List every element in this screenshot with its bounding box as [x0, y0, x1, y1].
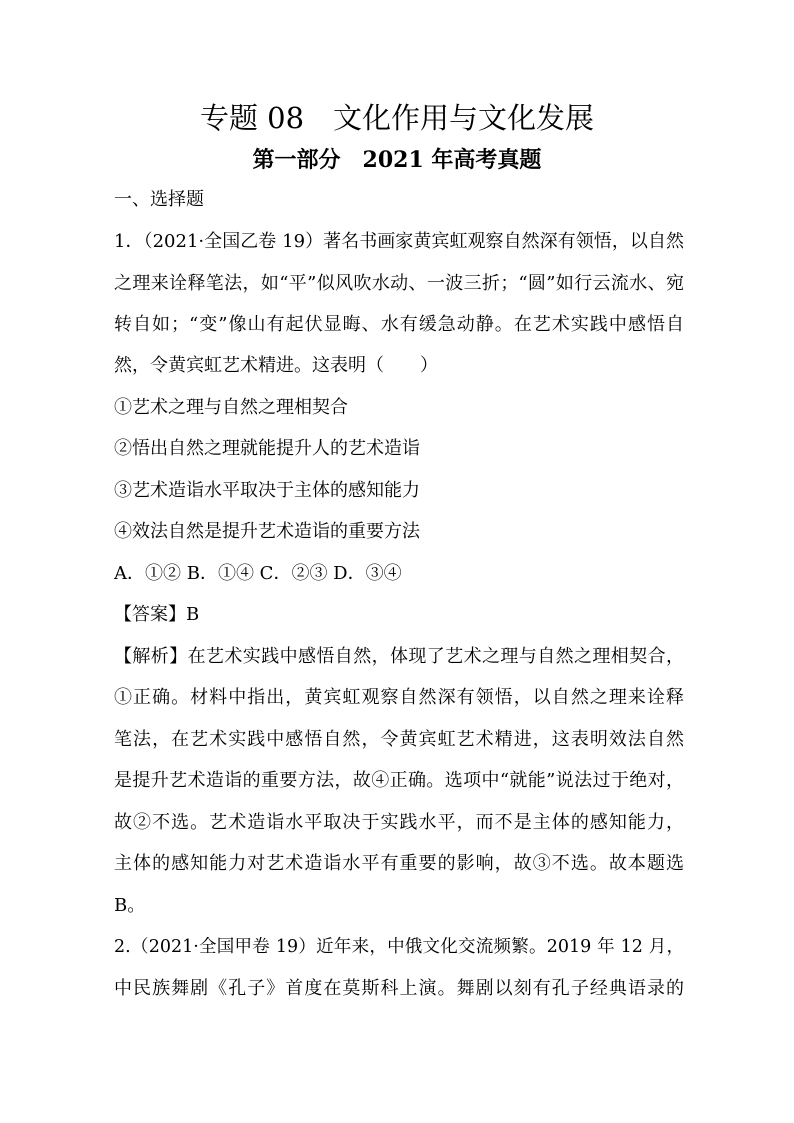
q2-stem-line: 中民族舞剧《孔子》首度在莫斯科上演。舞剧以刻有孔子经典语录的	[114, 978, 684, 999]
q1-analysis-line: 故②不选。艺术造诣水平取决于实践水平，而不是主体的感知能力，	[114, 812, 684, 833]
q1-option: ④效法自然是提升艺术造诣的重要方法	[114, 521, 420, 542]
section-heading: 一、选择题	[114, 189, 204, 210]
page-title: 专题 08 文化作用与文化发展	[199, 101, 595, 135]
q1-stem-line: 转自如；“变”像山有起伏显晦、水有缓急动静。在艺术实践中感悟自	[114, 314, 684, 335]
q1-stem-line: 1．（2021·全国乙卷 19）著名书画家黄宾虹观察自然深有领悟，以自然	[114, 231, 684, 252]
q1-stem-line: 之理来诠释笔法，如“平”似风吹水动、一波三折；“圆”如行云流水、宛	[114, 273, 684, 294]
q2-stem-line: 2.（2021·全国甲卷 19）近年来，中俄文化交流频繁。2019 年 12 月，	[114, 937, 684, 957]
page-subtitle: 第一部分 2021 年高考真题	[252, 147, 542, 173]
q1-analysis-line: ①正确。材料中指出，黄宾虹观察自然深有领悟，以自然之理来诠释	[114, 687, 684, 708]
q1-choices: A．①② B．①④ C．②③ D．③④	[114, 563, 402, 584]
q1-analysis-line: 是提升艺术造诣的重要方法，故④正确。选项中“就能”说法过于绝对，	[114, 770, 684, 791]
q1-analysis-line: 笔法，在艺术实践中感悟自然，令黄宾虹艺术精进，这表明效法自然	[114, 729, 684, 750]
q1-stem-line: 然，令黄宾虹艺术精进。这表明（ ）	[114, 355, 438, 376]
q1-option: ②悟出自然之理就能提升人的艺术造诣	[114, 438, 420, 459]
q1-option: ①艺术之理与自然之理相契合	[114, 397, 348, 418]
q1-analysis-line: 【解析】在艺术实践中感悟自然，体现了艺术之理与自然之理相契合，	[114, 646, 684, 667]
q1-option: ③艺术造诣水平取决于主体的感知能力	[114, 480, 420, 501]
q1-analysis-line: 主体的感知能力对艺术造诣水平有重要的影响，故③不选。故本题选	[114, 853, 684, 874]
q1-answer: 【答案】B	[114, 604, 200, 625]
q1-analysis-line: B。	[114, 895, 146, 916]
